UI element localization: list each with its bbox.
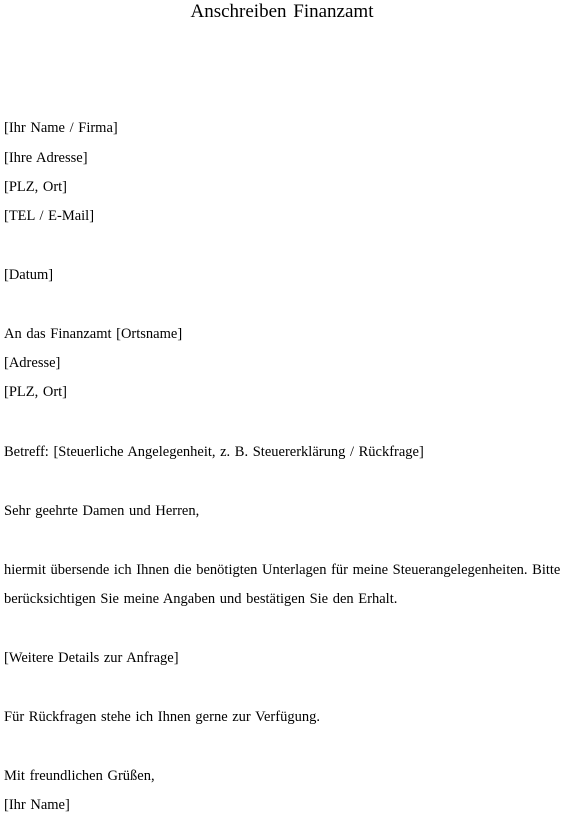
letter-date: [Datum] bbox=[4, 267, 54, 283]
closing-greeting: Mit freundlichen Grüßen, bbox=[4, 768, 155, 784]
body-line-2: berücksichtigen Sie meine Angaben und bestätigen Sie den Erhalt. bbox=[4, 591, 398, 607]
sender-name: [Ihr Name / Firma] bbox=[4, 120, 118, 136]
sender-plz-ort: [PLZ, Ort] bbox=[4, 179, 68, 195]
sender-contact: [TEL / E-Mail] bbox=[4, 208, 95, 224]
details-placeholder: [Weitere Details zur Anfrage] bbox=[4, 650, 179, 666]
subject-line: Betreff: [Steuerliche Angelegenheit, z. B. Steuererklärung / Rückfrage] bbox=[4, 444, 424, 460]
sender-address: [Ihre Adresse] bbox=[4, 150, 88, 166]
body-line-1: hiermit übersende ich Ihnen die benötigten Unterlagen für meine Steuerangelegenheiten. Bitte bbox=[4, 562, 561, 578]
recipient-line: An das Finanzamt [Ortsname] bbox=[4, 326, 183, 342]
salutation: Sehr geehrte Damen und Herren, bbox=[4, 503, 200, 519]
recipient-address: [Adresse] bbox=[4, 355, 61, 371]
closing-note: Für Rückfragen stehe ich Ihnen gerne zur Verfügung. bbox=[4, 709, 320, 725]
document-title: Anschreiben Finanzamt bbox=[190, 1, 374, 22]
signature-name: [Ihr Name] bbox=[4, 797, 70, 813]
recipient-plz-ort: [PLZ, Ort] bbox=[4, 384, 68, 400]
